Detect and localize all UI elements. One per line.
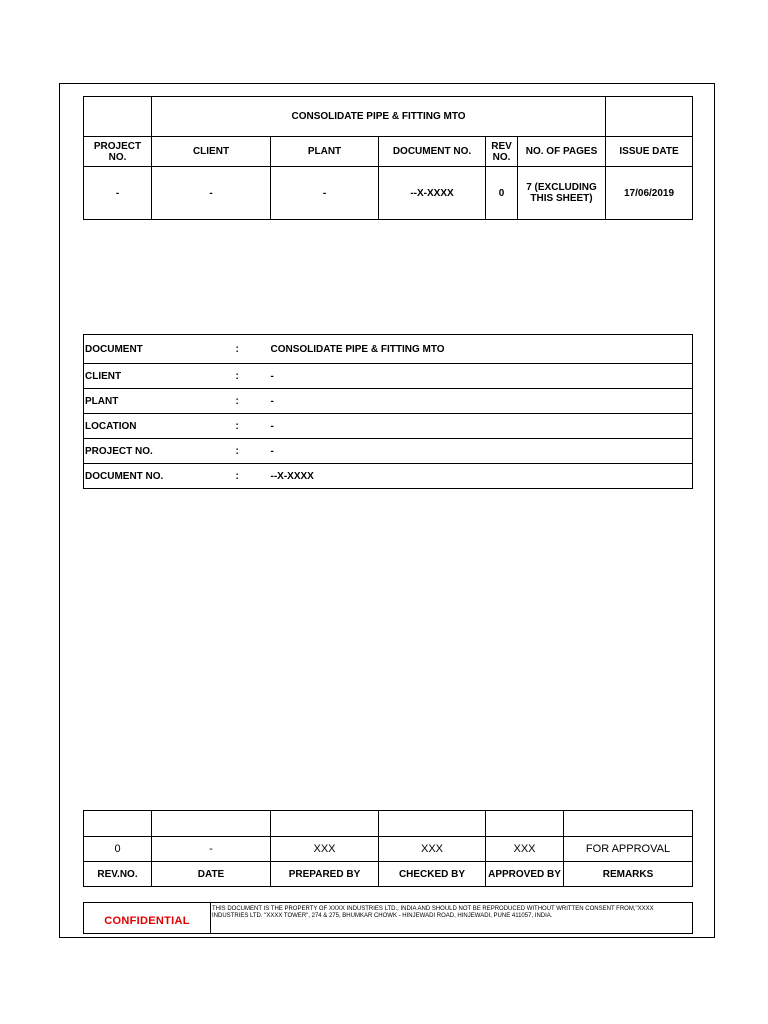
info-separator: : [234,389,269,414]
revision-table [83,810,693,887]
info-separator: : [234,439,269,464]
info-row [84,389,693,414]
document-title: CONSOLIDATE PIPE & FITTING MTO [152,97,606,137]
property-notice: THIS DOCUMENT IS THE PROPERTY OF XXXX INDUSTRIES LTD., INDIA AND SHOULD NOT BE REPRODUCED WITHOUT WRITTEN CONSENT FROM,"XXXX INDUSTRIES LTD. "XXXX TOWER", 274 & 275, BHUMKAR CHOWK - HINJEWADI ROAD, HINJEWADI, PUNE 411057, INDIA. [211,903,693,934]
col-document-no: DOCUMENT NO. [379,137,486,167]
confidential-label: CONFIDENTIAL [84,903,211,934]
info-key: PROJECT NO. [84,439,234,464]
val-plant: - [271,167,379,220]
confidential-footer [83,902,693,934]
info-key: DOCUMENT [84,335,234,364]
prepared-by-value: XXX [271,837,379,862]
info-separator: : [234,464,269,489]
info-separator: : [234,364,269,389]
approved-by-header: APPROVED BY [486,862,564,887]
col-client: CLIENT [152,137,271,167]
col-no-of-pages: NO. OF PAGES [518,137,606,167]
header-blank-left [84,97,152,137]
val-project-no: - [84,167,152,220]
info-separator: : [234,414,269,439]
info-key: PLANT [84,389,234,414]
col-plant: PLANT [271,137,379,167]
info-row [84,414,693,439]
checked-by-header: CHECKED BY [379,862,486,887]
info-value: - [269,414,693,439]
info-row [84,439,693,464]
val-client: - [152,167,271,220]
revision-value-row [84,837,693,862]
info-value: CONSOLIDATE PIPE & FITTING MTO [269,335,693,364]
date-header: DATE [152,862,271,887]
val-issue-date: 17/06/2019 [606,167,693,220]
header-blank-right [606,97,693,137]
info-row [84,464,693,489]
header-table [83,96,693,220]
checked-by-value: XXX [379,837,486,862]
date-value: - [152,837,271,862]
approved-by-value: XXX [486,837,564,862]
info-row [84,335,693,364]
val-rev-no: 0 [486,167,518,220]
col-project-no: PROJECT NO. [84,137,152,167]
info-key: CLIENT [84,364,234,389]
info-value: --X-XXXX [269,464,693,489]
info-separator: : [234,335,269,364]
col-rev-no: REV NO. [486,137,518,167]
rev-no-header: REV.NO. [84,862,152,887]
rev-no-value: 0 [84,837,152,862]
info-value: - [269,389,693,414]
info-key: LOCATION [84,414,234,439]
document-info-table [83,334,693,489]
info-row [84,364,693,389]
col-issue-date: ISSUE DATE [606,137,693,167]
prepared-by-header: PREPARED BY [271,862,379,887]
revision-blank-row [84,811,693,837]
revision-header-row [84,862,693,887]
info-key: DOCUMENT NO. [84,464,234,489]
remarks-value: FOR APPROVAL [564,837,693,862]
info-value: - [269,439,693,464]
info-value: - [269,364,693,389]
remarks-header: REMARKS [564,862,693,887]
val-no-of-pages: 7 (EXCLUDING THIS SHEET) [518,167,606,220]
val-document-no: --X-XXXX [379,167,486,220]
